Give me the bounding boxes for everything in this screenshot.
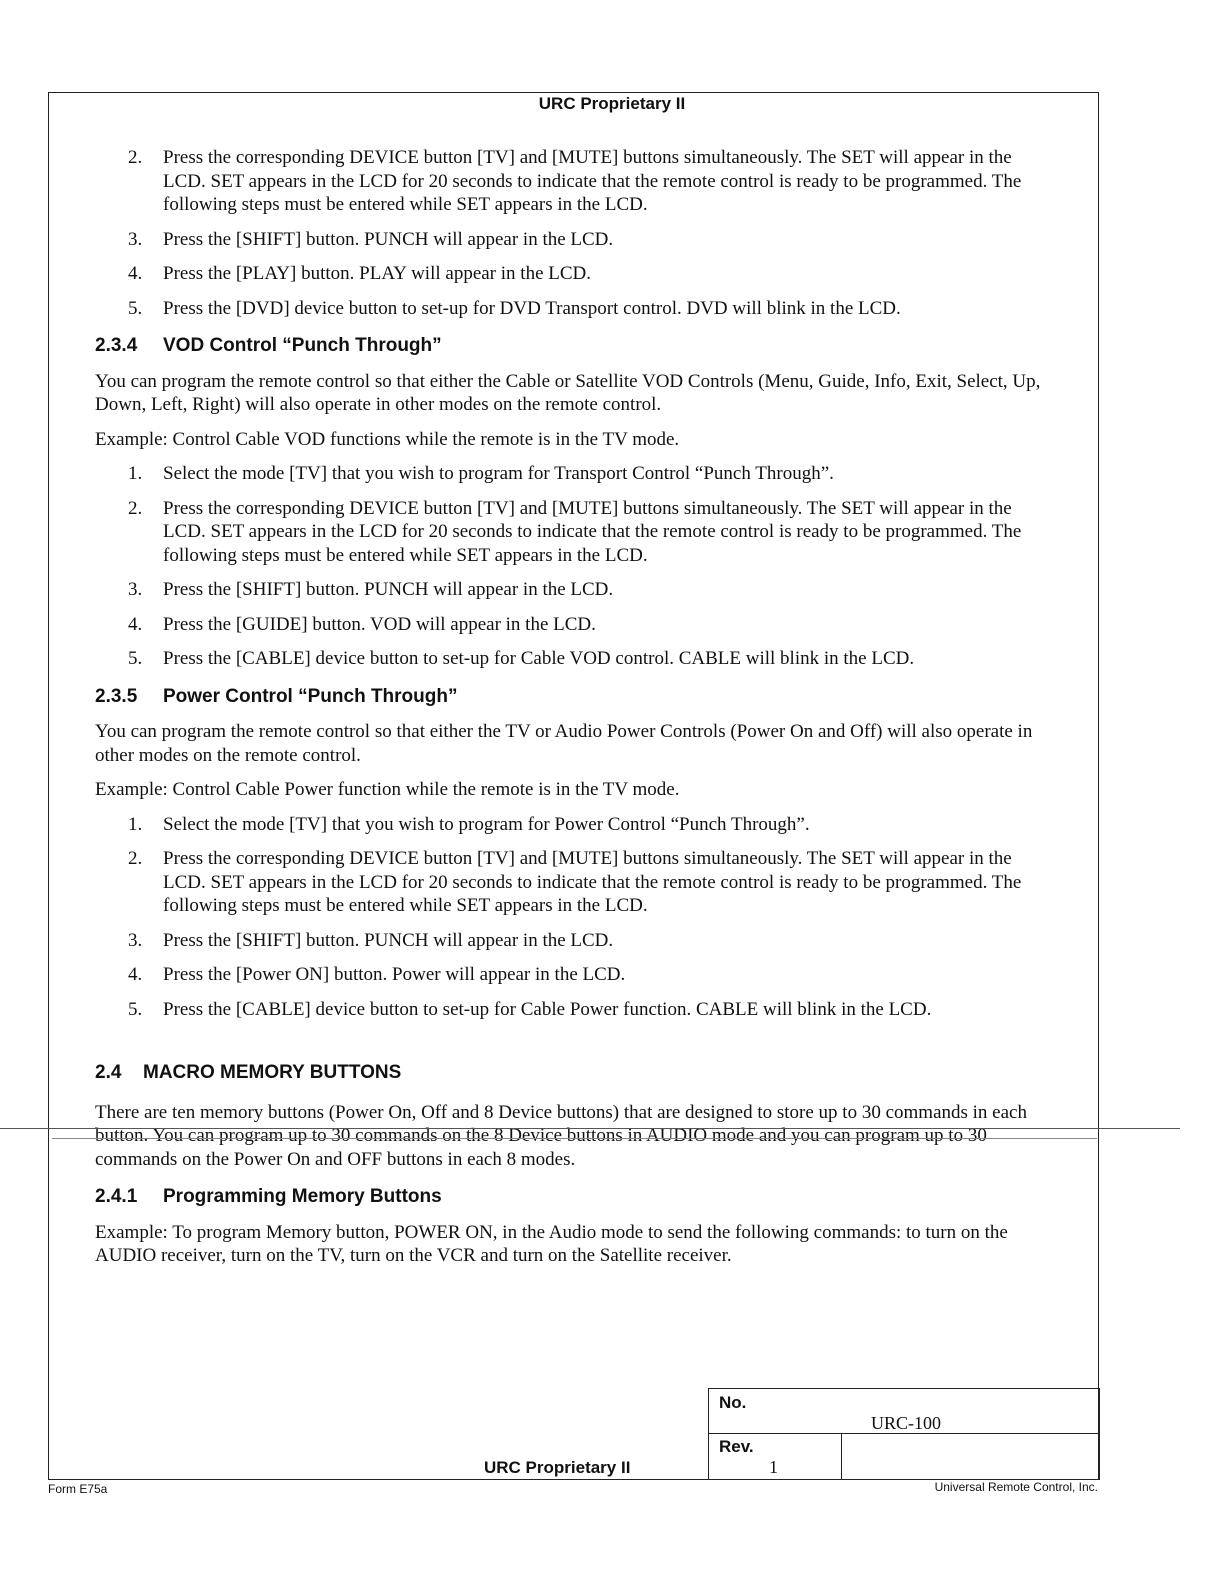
vod-steps xyxy=(95,462,1045,671)
list-item: 3. Press the [SHIFT] button. PUNCH will appear in the LCD. xyxy=(128,929,614,951)
footer-proprietary: URC Proprietary II xyxy=(484,1458,631,1477)
box-divider-vertical xyxy=(841,1433,842,1479)
company-name: Universal Remote Control, Inc. xyxy=(934,1480,1098,1494)
example-paragraph: Example: To program Memory button, POWER ON, in the Audio mode to send the following commands: to turn on the AUDIO receiver, turn on the TV, turn on the VCR and turn on the Satellite receiver. xyxy=(95,1221,1008,1266)
list-item: 5. Press the [CABLE] device button to set-up for Cable VOD control. CABLE will blink in the LCD. xyxy=(128,648,915,669)
list-item: 4. Press the [GUIDE] button. VOD will appear in the LCD. xyxy=(128,613,596,635)
list-item: 5. Press the [DVD] device button to set-up for DVD Transport control. DVD will blink in the LCD. xyxy=(128,297,901,319)
example-paragraph: Example: Control Cable VOD functions while the remote is in the TV mode. xyxy=(95,428,680,450)
revision-number: 1 xyxy=(769,1457,778,1477)
list-item: 2. Press the corresponding DEVICE button [TV] and [MUTE] buttons simultaneously. The SET will appear in the LCD. SET appears in the LCD for 20 seconds to indicate that the remote control is ready to be programmed. The following steps must be entered while SET appears in the LCD. xyxy=(128,848,1022,916)
revision-label: Rev. xyxy=(719,1437,754,1456)
section-heading-2-4-1: 2.4.1 Programming Memory Buttons xyxy=(95,1186,442,1207)
document-number: URC-100 xyxy=(871,1413,942,1433)
list-item: 2. Press the corresponding DEVICE button [TV] and [MUTE] buttons simultaneously. The SET will appear in the LCD. SET appears in the LCD for 20 seconds to indicate that the remote control is ready to be programmed. The following steps must be entered while SET appears in the LCD. xyxy=(128,497,1022,566)
scan-line-1 xyxy=(0,1128,1180,1129)
list-item: 3. Press the [SHIFT] button. PUNCH will appear in the LCD. xyxy=(128,228,614,250)
scan-line-2 xyxy=(52,1138,1097,1139)
example-paragraph: Example: Control Cable Power function while the remote is in the TV mode. xyxy=(95,779,680,800)
list-item: 3. Press the [SHIFT] button. PUNCH will appear in the LCD. xyxy=(128,579,614,600)
list-item: 1. Select the mode [TV] that you wish to program for Power Control “Punch Through”. xyxy=(128,813,810,835)
section-heading-2-3-4: 2.3.4 VOD Control “Punch Through” xyxy=(95,335,442,356)
list-item: 1. Select the mode [TV] that you wish to program for Transport Control “Punch Through”. xyxy=(128,463,834,484)
document-number-label: No. xyxy=(719,1393,747,1412)
section-paragraph: There are ten memory buttons (Power On, Off and 8 Device buttons) that are designed to store up to 30 commands in each button. You can program up to 30 commands on the 8 Device buttons in AUDIO mode and you can program up to 30 commands on the Power On and OFF buttons in each 8 modes. xyxy=(95,1101,1027,1170)
header-proprietary: URC Proprietary II xyxy=(538,94,686,113)
intro-steps xyxy=(95,146,1045,320)
list-item: 4. Press the [PLAY] button. PLAY will appear in the LCD. xyxy=(128,263,592,284)
section-heading-2-3-5: 2.3.5 Power Control “Punch Through” xyxy=(95,685,458,707)
section-paragraph: You can program the remote control so that either the Cable or Satellite VOD Controls (Menu, Guide, Info, Exit, Select, Up, Down, Left, Right) will also operate in other modes on the remote control. xyxy=(95,370,1041,415)
document-body xyxy=(95,146,1045,1279)
section-heading-2-4: 2.4 MACRO MEMORY BUTTONS xyxy=(95,1062,402,1083)
list-item: 2. Press the corresponding DEVICE button [TV] and [MUTE] buttons simultaneously. The SET will appear in the LCD. SET appears in the LCD for 20 seconds to indicate that the remote control is ready to be programmed. The following steps must be entered while SET appears in the LCD. xyxy=(128,147,1022,215)
document-info-box xyxy=(708,1388,1100,1480)
power-steps xyxy=(95,813,1045,1022)
section-paragraph: You can program the remote control so that either the TV or Audio Power Controls (Power On and Off) will also operate in other modes on the remote control. xyxy=(95,721,1033,766)
list-item: 5. Press the [CABLE] device button to set-up for Cable Power function. CABLE will blink in the LCD. xyxy=(128,998,932,1020)
form-id: Form E75a xyxy=(48,1482,108,1496)
list-item: 4. Press the [Power ON] button. Power will appear in the LCD. xyxy=(128,964,626,985)
